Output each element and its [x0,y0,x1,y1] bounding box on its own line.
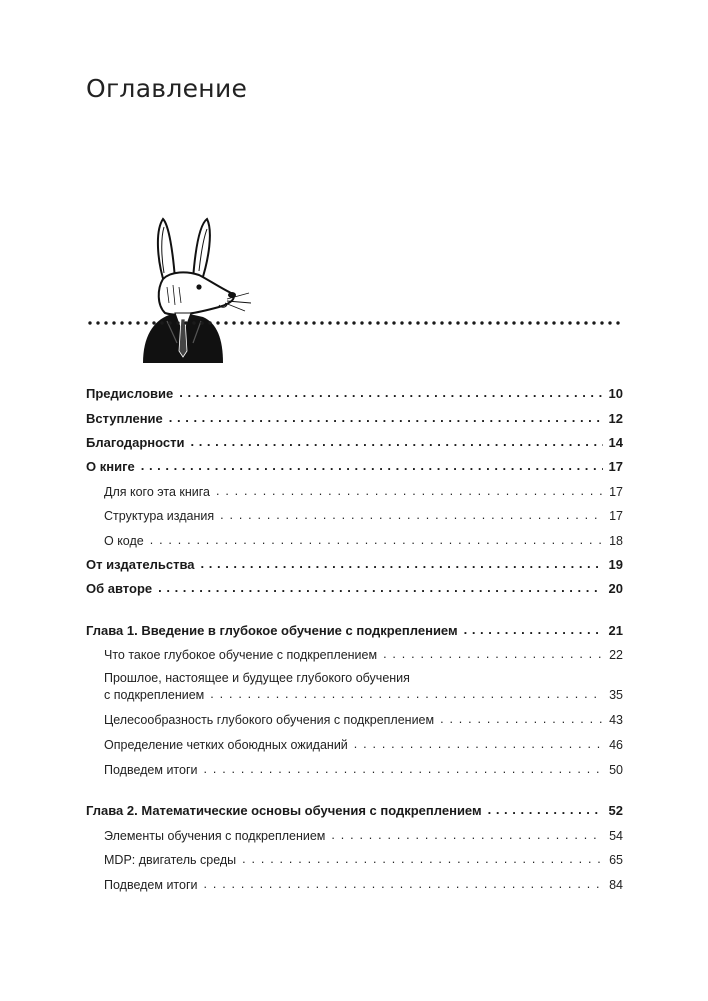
dot-leader [179,383,602,403]
dot-leader [141,456,603,476]
dot-leader [204,874,604,894]
toc-entry-title: Глава 2. Математические основы обучения с подкреплением [86,803,482,818]
toc-entry-chapter-2[interactable] [86,801,623,821]
toc-entry-structure[interactable] [104,506,623,526]
toc-page-number: 10 [608,386,623,401]
toc-page-number: 43 [609,713,623,727]
toc-entry-chapter-1[interactable] [86,621,623,641]
dot-leader [383,644,603,664]
toc-entry-about-book[interactable] [86,457,623,477]
toc-entry-preface[interactable] [86,384,623,404]
dot-leader [440,709,603,729]
toc-page-number: 17 [608,459,623,474]
rabbit-mascot-illustration [137,213,257,363]
toc-entry-ch1-feasibility[interactable] [104,710,623,730]
dot-leader [331,825,603,845]
toc-entry-title: Структура издания [104,509,215,523]
dot-leader [169,408,603,428]
dot-leader [216,481,603,501]
dot-leader [158,578,602,598]
toc-entry-title: Вступление [86,411,163,426]
toc-page-number: 21 [608,623,623,638]
toc-entry-ch2-summary[interactable] [104,875,623,895]
toc-entry-title: Глава 1. Введение в глубокое обучение с подкреплением [86,623,458,638]
page-title: Оглавление [86,73,248,103]
toc-entry-title: Целесообразность глубокого обучения с подкреплением [104,713,435,727]
toc-entry-intro[interactable] [86,409,623,429]
dot-leader [354,734,603,754]
toc-page-number: 17 [609,485,623,499]
toc-page-number: 12 [608,411,623,426]
toc-entry-audience[interactable] [104,482,623,502]
toc-entry-title: MDP: двигатель среды [104,853,237,867]
toc-entry-title: О книге [86,459,135,474]
toc-page-number: 22 [609,648,623,662]
toc-entry-title-line: Прошлое, настоящее и будущее глубокого обучения [104,671,410,685]
toc-page-number: 20 [608,581,623,596]
dot-leader [242,849,603,869]
toc-entry-title: О коде [104,534,144,548]
dot-leader [210,684,603,704]
dot-leader [190,432,602,452]
dot-leader [204,759,604,779]
toc-entry-ch2-elements[interactable] [104,826,623,846]
toc-entry-thanks[interactable] [86,433,623,453]
toc-entry-publisher[interactable] [86,555,623,575]
toc-entry-title: Предисловие [86,386,174,401]
toc-page-number: 17 [609,509,623,523]
toc-entry-author[interactable] [86,579,623,599]
toc-page-number: 46 [609,738,623,752]
toc-entry-title: с подкреплением [104,688,205,702]
toc-entry-code[interactable] [104,531,623,551]
toc-entry-title: Элементы обучения с подкреплением [104,829,326,843]
toc-page-number: 14 [608,435,623,450]
dotted-divider [86,321,622,325]
toc-entry-ch1-past[interactable] [104,685,623,705]
dot-leader [201,554,603,574]
toc-page-number: 52 [608,803,623,818]
toc-entry-ch1-expectations[interactable] [104,735,623,755]
toc-page-number: 18 [609,534,623,548]
dot-leader [150,530,603,550]
toc-page-number: 84 [609,878,623,892]
toc-entry-title: Определение четких обоюдных ожиданий [104,738,348,752]
toc-page-number: 50 [609,763,623,777]
toc-entry-ch1-what[interactable] [104,645,623,665]
toc-entry-title: Благодарности [86,435,185,450]
toc-entry-title: От издательства [86,557,195,572]
toc-entry-ch1-summary[interactable] [104,760,623,780]
toc-entry-title: Что такое глубокое обучение с подкреплением [104,648,378,662]
toc-page-number: 19 [608,557,623,572]
dot-leader [488,800,603,820]
toc-entry-title: Подведем итоги [104,878,198,892]
toc-entry-title: Подведем итоги [104,763,198,777]
toc-entry-title: Для кого эта книга [104,485,210,499]
toc-entry-title: Об авторе [86,581,153,596]
dot-leader [220,505,603,525]
toc-page-number: 35 [609,688,623,702]
toc-page-number: 54 [609,829,623,843]
dot-leader [464,620,603,640]
toc-entry-ch2-mdp[interactable] [104,850,623,870]
toc-page-number: 65 [609,853,623,867]
